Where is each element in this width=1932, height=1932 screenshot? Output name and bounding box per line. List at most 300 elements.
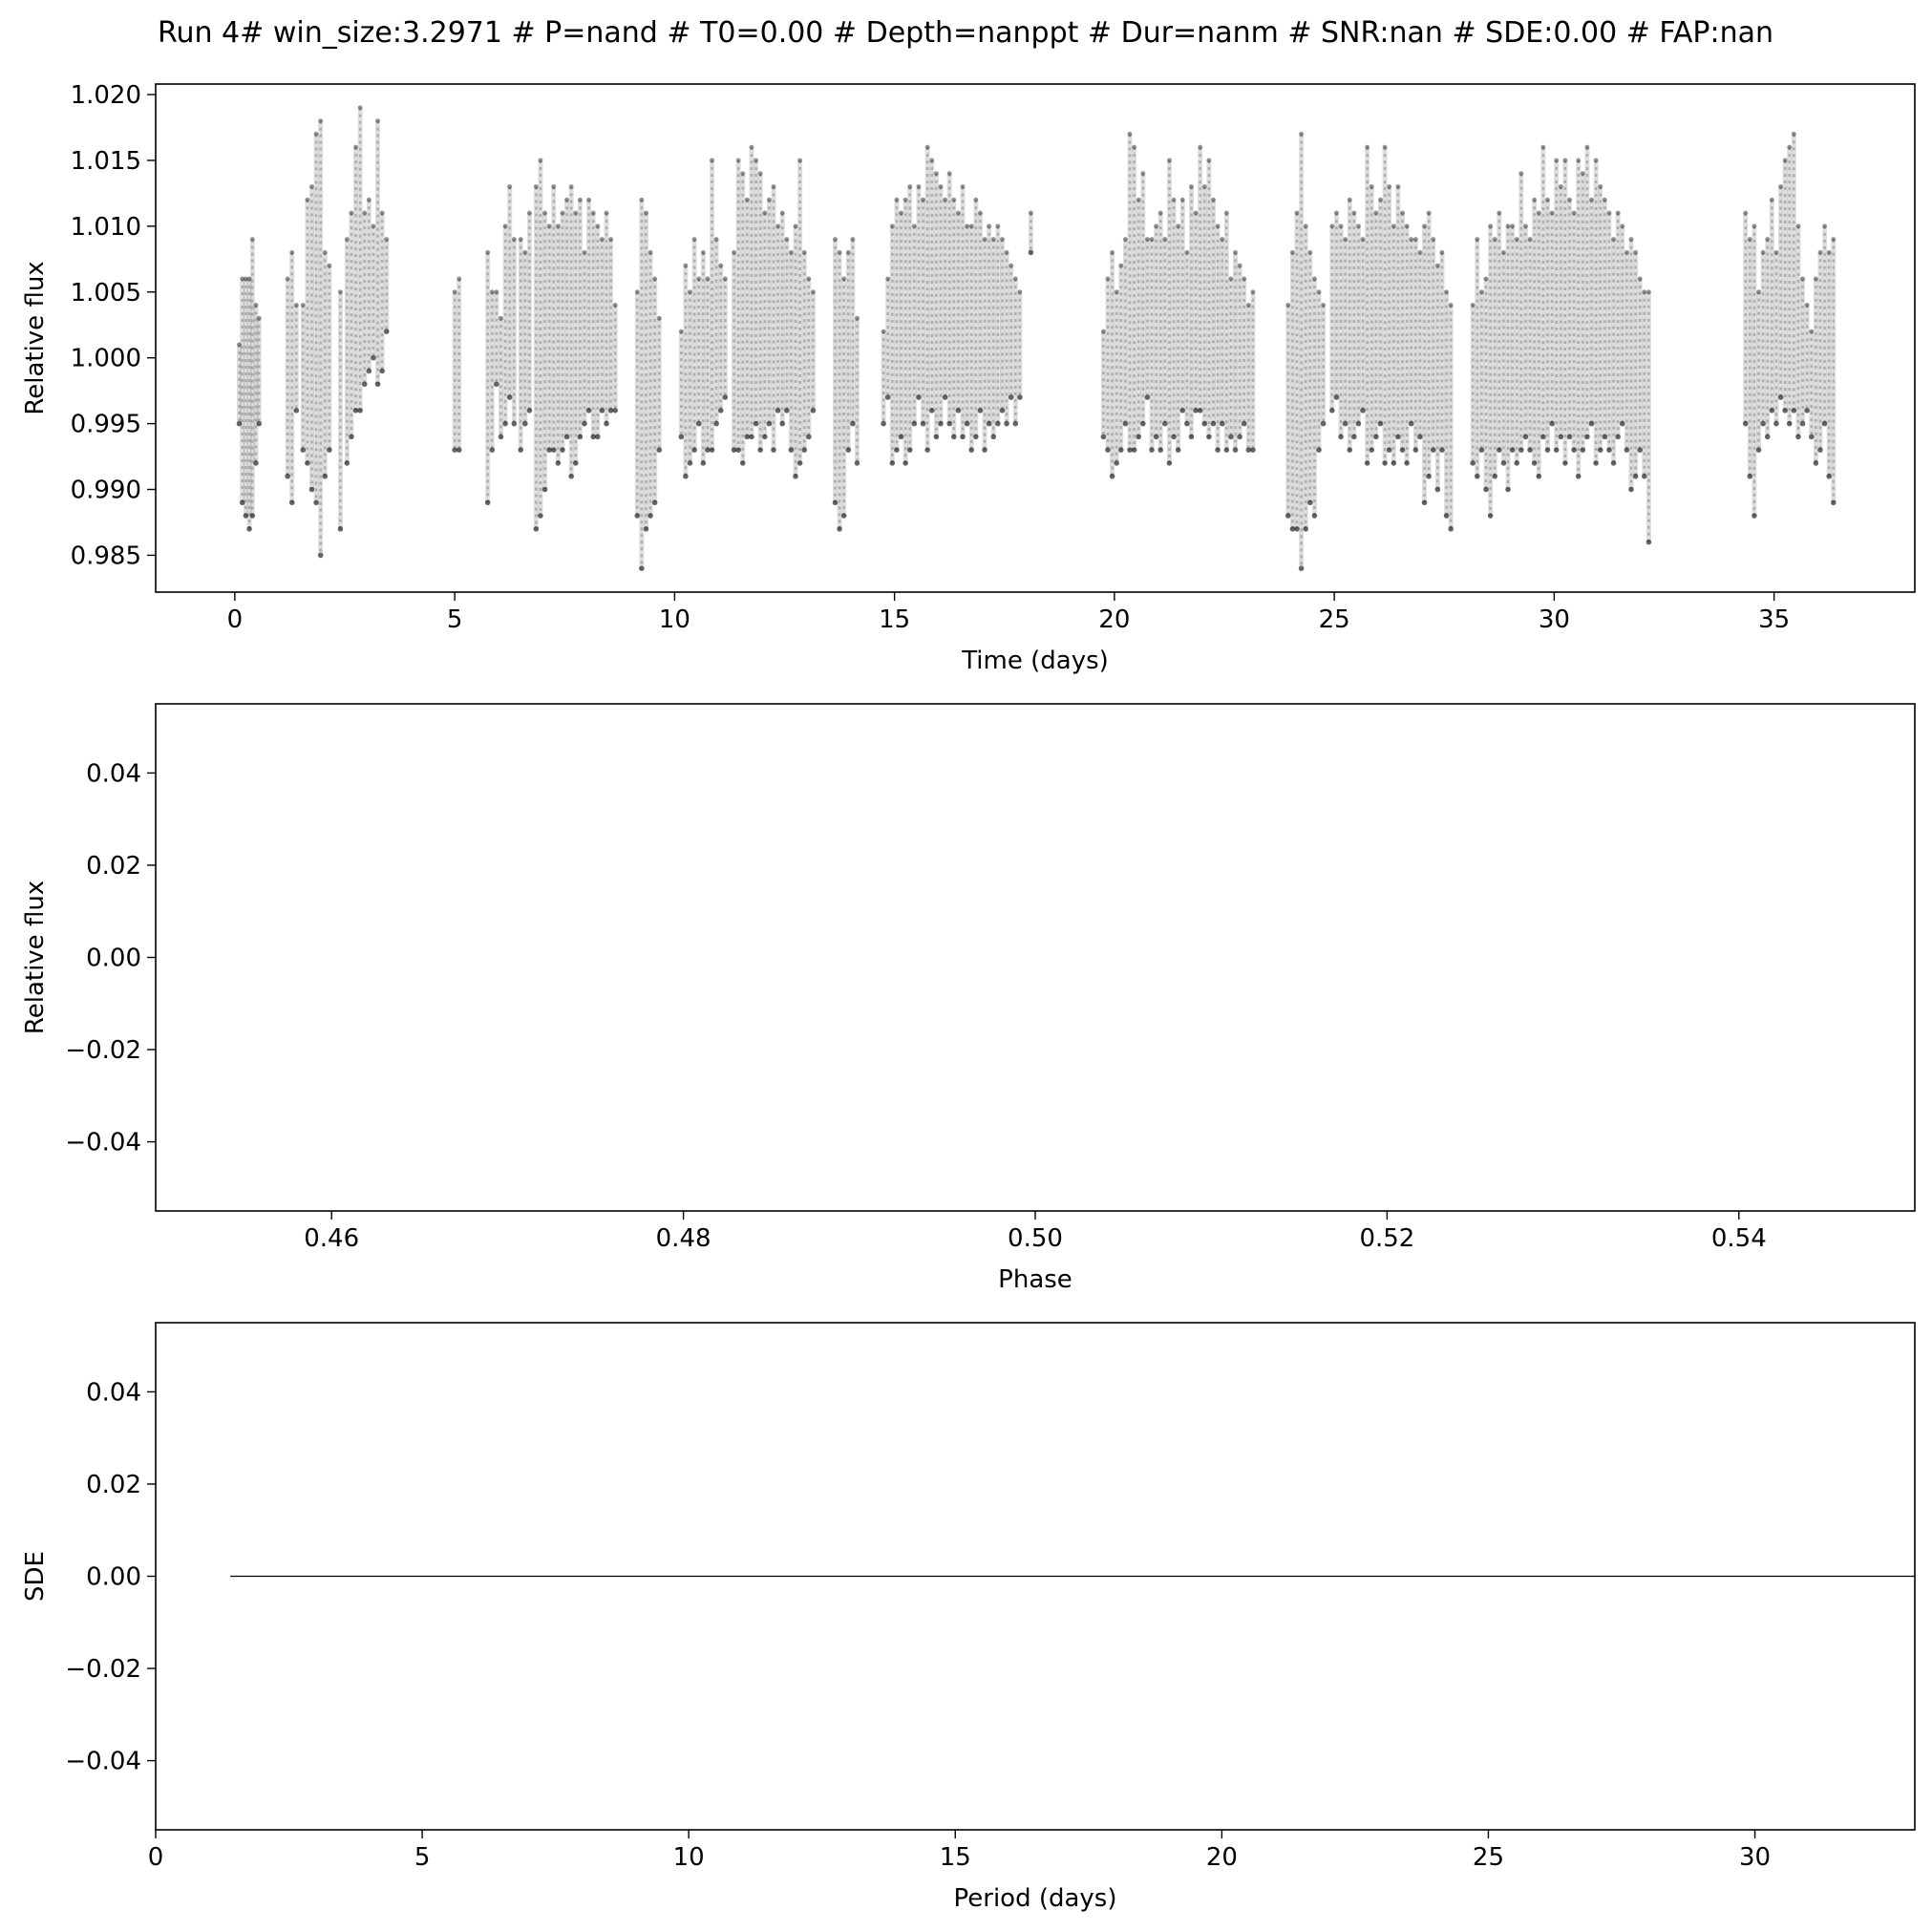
flux-point bbox=[1550, 211, 1555, 216]
flux-point bbox=[1510, 223, 1515, 228]
flux-point bbox=[1312, 513, 1318, 519]
flux-point bbox=[1642, 474, 1647, 479]
flux-point bbox=[912, 421, 918, 427]
flux-point bbox=[1638, 277, 1643, 282]
flux-point bbox=[956, 408, 962, 414]
flux-point bbox=[1101, 435, 1107, 440]
flux-point bbox=[1624, 250, 1629, 255]
y-tick-label: 1.000 bbox=[70, 344, 141, 373]
flux-point bbox=[917, 184, 922, 189]
flux-point bbox=[547, 223, 552, 228]
flux-point bbox=[1194, 211, 1199, 216]
flux-point bbox=[1348, 198, 1352, 202]
y-tick-label: 1.010 bbox=[70, 212, 141, 242]
flux-point bbox=[345, 460, 350, 466]
flux-point bbox=[1581, 171, 1585, 176]
x-tick-label: 15 bbox=[939, 1843, 971, 1872]
lightcurve-panel bbox=[21, 81, 1915, 675]
flux-point bbox=[850, 421, 856, 427]
flux-point bbox=[1770, 408, 1775, 414]
x-tick-label: 20 bbox=[1205, 1843, 1238, 1872]
flux-point bbox=[987, 421, 992, 427]
flux-point bbox=[1179, 408, 1185, 414]
flux-point bbox=[556, 223, 561, 228]
flux-point bbox=[384, 329, 390, 334]
flux-point bbox=[1760, 421, 1766, 427]
flux-point bbox=[522, 250, 527, 255]
flux-point bbox=[1540, 145, 1545, 150]
flux-point bbox=[1140, 171, 1145, 176]
flux-point bbox=[318, 118, 323, 123]
flux-point bbox=[754, 159, 758, 163]
flux-point bbox=[1136, 435, 1141, 440]
x-tick-label: 5 bbox=[446, 605, 463, 634]
flux-point bbox=[1795, 435, 1801, 440]
flux-point bbox=[542, 211, 547, 216]
flux-point bbox=[1598, 184, 1603, 189]
flux-point bbox=[929, 408, 935, 414]
flux-point bbox=[934, 435, 940, 440]
flux-point bbox=[300, 447, 306, 453]
periodogram-y-axis-label: SDE bbox=[21, 1551, 50, 1602]
flux-point bbox=[1514, 460, 1519, 466]
flux-point bbox=[793, 474, 798, 479]
flux-point bbox=[499, 316, 503, 321]
flux-point bbox=[1409, 237, 1413, 242]
flux-point bbox=[1114, 460, 1119, 466]
flux-point bbox=[1431, 237, 1435, 242]
flux-point bbox=[644, 526, 649, 532]
flux-point bbox=[456, 447, 462, 453]
flux-point bbox=[683, 474, 689, 479]
flux-point bbox=[1029, 211, 1033, 216]
flux-point bbox=[309, 184, 314, 189]
flux-point bbox=[841, 277, 846, 282]
flux-point bbox=[1303, 526, 1308, 532]
flux-point bbox=[1136, 198, 1141, 202]
flux-point bbox=[1567, 435, 1573, 440]
flux-point bbox=[1572, 211, 1577, 216]
flux-point bbox=[253, 460, 259, 466]
flux-point bbox=[1822, 421, 1828, 427]
x-tick-label: 0 bbox=[147, 1843, 164, 1872]
flux-point bbox=[1540, 435, 1546, 440]
periodogram-panel bbox=[21, 1323, 1915, 1913]
flux-point bbox=[1172, 198, 1177, 202]
flux-point bbox=[1391, 460, 1397, 466]
x-tick-label: 10 bbox=[672, 1843, 705, 1872]
flux-point bbox=[1369, 447, 1374, 453]
flux-point bbox=[1000, 408, 1006, 414]
flux-point bbox=[899, 435, 904, 440]
flux-point bbox=[767, 198, 772, 202]
flux-point bbox=[1189, 435, 1195, 440]
flux-point bbox=[309, 487, 315, 493]
flux-point bbox=[1118, 447, 1124, 453]
flux-point bbox=[1792, 132, 1796, 137]
flux-point bbox=[1435, 487, 1441, 493]
flux-point bbox=[1537, 211, 1541, 216]
flux-point bbox=[1013, 277, 1018, 282]
flux-point bbox=[1110, 250, 1115, 255]
flux-point bbox=[1528, 237, 1533, 242]
flux-point bbox=[358, 105, 363, 110]
flux-point bbox=[1603, 198, 1607, 202]
flux-point bbox=[1369, 184, 1374, 189]
flux-point bbox=[1606, 447, 1612, 453]
flux-point bbox=[1576, 474, 1582, 479]
flux-point bbox=[1646, 540, 1652, 545]
y-tick-label: −0.04 bbox=[65, 1128, 141, 1157]
flux-point bbox=[951, 435, 957, 440]
flux-point bbox=[1488, 513, 1494, 519]
flux-point bbox=[1004, 421, 1009, 427]
flux-point bbox=[1523, 435, 1529, 440]
flux-point bbox=[1360, 408, 1366, 414]
y-tick-label: −0.04 bbox=[65, 1747, 141, 1776]
x-tick-label: 0.54 bbox=[1710, 1224, 1767, 1253]
flux-point bbox=[1426, 474, 1432, 479]
flux-point bbox=[1351, 211, 1356, 216]
flux-point bbox=[1748, 237, 1752, 242]
flux-point bbox=[965, 223, 969, 228]
flux-point bbox=[1435, 264, 1440, 268]
flux-point bbox=[838, 250, 842, 255]
flux-point bbox=[1448, 526, 1454, 532]
flux-point bbox=[652, 277, 657, 282]
flux-point bbox=[1400, 211, 1405, 216]
flux-point bbox=[1294, 526, 1300, 532]
flux-point bbox=[806, 277, 811, 282]
flux-point bbox=[1154, 435, 1159, 440]
flux-point bbox=[881, 329, 886, 334]
flux-point bbox=[1202, 184, 1207, 189]
flux-point bbox=[294, 408, 300, 414]
flux-point bbox=[679, 329, 684, 334]
flux-point bbox=[1343, 421, 1348, 427]
flux-point bbox=[740, 460, 746, 466]
flux-point bbox=[1171, 435, 1177, 440]
flux-point bbox=[522, 421, 528, 427]
flux-point bbox=[762, 435, 768, 440]
flux-point bbox=[1518, 447, 1524, 453]
flux-point bbox=[1128, 132, 1133, 137]
flux-point bbox=[846, 250, 851, 255]
flux-point bbox=[345, 237, 350, 242]
flux-point bbox=[811, 408, 817, 414]
flux-point bbox=[294, 303, 299, 308]
flux-point bbox=[718, 408, 724, 414]
flux-point bbox=[1778, 394, 1784, 400]
flux-point bbox=[1123, 421, 1129, 427]
flux-point bbox=[1339, 223, 1344, 228]
flux-point bbox=[314, 132, 319, 137]
flux-point bbox=[801, 447, 807, 453]
flux-point bbox=[1615, 435, 1621, 440]
flux-point bbox=[1132, 447, 1137, 453]
flux-point bbox=[1545, 447, 1551, 453]
flux-point bbox=[1347, 447, 1352, 453]
flux-point bbox=[1321, 303, 1326, 308]
flux-point bbox=[1642, 289, 1646, 294]
y-tick-label: 0.985 bbox=[70, 541, 141, 571]
flux-point bbox=[1809, 435, 1815, 440]
flux-point bbox=[1576, 159, 1581, 163]
flux-point bbox=[1479, 289, 1484, 294]
flux-point bbox=[1497, 447, 1502, 453]
flux-point bbox=[1748, 474, 1753, 479]
flux-point bbox=[1822, 223, 1827, 228]
flux-point bbox=[1176, 223, 1180, 228]
y-tick-label: 0.00 bbox=[86, 1562, 141, 1592]
flux-point bbox=[257, 316, 262, 321]
flux-point bbox=[1299, 132, 1304, 137]
flux-point bbox=[688, 289, 692, 294]
x-tick-label: 25 bbox=[1472, 1843, 1505, 1872]
flux-point bbox=[780, 211, 785, 216]
y-tick-label: 0.00 bbox=[86, 944, 141, 973]
flux-point bbox=[1242, 421, 1247, 427]
flux-point bbox=[789, 447, 795, 453]
flux-point bbox=[946, 421, 952, 427]
flux-point bbox=[1800, 421, 1806, 427]
flux-point bbox=[1395, 435, 1401, 440]
y-tick-label: 1.005 bbox=[70, 278, 141, 308]
flux-point bbox=[916, 394, 922, 400]
flux-point bbox=[1492, 474, 1497, 479]
flux-point bbox=[1391, 223, 1396, 228]
flux-point bbox=[1206, 159, 1211, 163]
flux-point bbox=[1585, 145, 1590, 150]
flux-point bbox=[1158, 211, 1163, 216]
flux-point bbox=[564, 435, 570, 440]
flux-point bbox=[657, 316, 662, 321]
flux-point bbox=[885, 394, 891, 400]
flux-point bbox=[1224, 447, 1230, 453]
flux-point bbox=[995, 223, 1000, 228]
flux-point bbox=[561, 211, 565, 216]
flux-point bbox=[1594, 159, 1599, 163]
flux-point bbox=[1603, 435, 1608, 440]
flux-point bbox=[1317, 289, 1322, 294]
flux-point bbox=[1123, 237, 1128, 242]
flux-point bbox=[1796, 223, 1801, 228]
flux-point bbox=[902, 460, 908, 466]
flux-point bbox=[357, 408, 363, 414]
flux-point bbox=[349, 435, 354, 440]
flux-point bbox=[527, 408, 533, 414]
x-tick-label: 0 bbox=[226, 605, 244, 634]
flux-point bbox=[802, 250, 807, 255]
flux-point bbox=[1413, 237, 1418, 242]
flux-point bbox=[285, 474, 290, 479]
flux-point bbox=[903, 198, 908, 202]
flux-point bbox=[833, 237, 838, 242]
flux-point bbox=[1215, 447, 1221, 453]
x-tick-label: 30 bbox=[1538, 605, 1570, 634]
flux-point bbox=[1611, 237, 1616, 242]
x-tick-label: 0.48 bbox=[655, 1224, 711, 1253]
flux-point bbox=[1418, 250, 1423, 255]
flux-point bbox=[833, 499, 839, 505]
flux-point bbox=[499, 435, 504, 440]
flux-point bbox=[1792, 408, 1797, 414]
flux-point bbox=[732, 250, 736, 255]
flux-point bbox=[968, 447, 974, 453]
flux-point bbox=[983, 237, 987, 242]
flux-point bbox=[1400, 447, 1406, 453]
flux-point bbox=[1295, 211, 1300, 216]
flux-point bbox=[1440, 250, 1445, 255]
flux-point bbox=[1356, 421, 1362, 427]
x-tick-label: 15 bbox=[879, 605, 911, 634]
flux-point bbox=[1413, 447, 1419, 453]
flux-point bbox=[656, 447, 662, 453]
flux-point bbox=[1563, 159, 1568, 163]
flux-point bbox=[775, 223, 780, 228]
flux-point bbox=[313, 499, 319, 505]
flux-point bbox=[286, 277, 290, 282]
flux-point bbox=[1611, 460, 1617, 466]
flux-point bbox=[1506, 223, 1511, 228]
flux-point bbox=[1198, 408, 1203, 414]
flux-point bbox=[367, 369, 372, 374]
flux-point bbox=[1484, 277, 1489, 282]
flux-point bbox=[1567, 198, 1572, 202]
flux-point bbox=[696, 421, 702, 427]
flux-point bbox=[1149, 447, 1155, 453]
flux-point bbox=[1805, 303, 1810, 308]
flux-point bbox=[1422, 223, 1427, 228]
flux-point bbox=[845, 447, 851, 453]
flux-point bbox=[1312, 277, 1317, 282]
flux-point bbox=[1206, 435, 1212, 440]
flux-point bbox=[1470, 460, 1476, 466]
flux-point bbox=[1761, 250, 1766, 255]
flux-point bbox=[375, 381, 381, 387]
flux-point bbox=[1422, 499, 1428, 505]
flux-point bbox=[1238, 264, 1242, 268]
flux-point bbox=[371, 355, 376, 361]
flux-point bbox=[779, 421, 785, 427]
y-tick-label: 0.04 bbox=[86, 1378, 141, 1408]
flux-point bbox=[1431, 447, 1436, 453]
flux-point bbox=[1444, 513, 1450, 519]
flux-point bbox=[841, 513, 847, 519]
flux-point bbox=[907, 447, 913, 453]
flux-point bbox=[969, 223, 974, 228]
flux-point bbox=[1233, 250, 1238, 255]
flux-point bbox=[688, 460, 693, 466]
flux-point bbox=[1831, 499, 1836, 505]
flux-point bbox=[921, 421, 926, 427]
flux-point bbox=[634, 513, 640, 519]
flux-point bbox=[934, 171, 939, 176]
flux-point bbox=[1620, 421, 1625, 427]
flux-point bbox=[701, 460, 707, 466]
flux-point bbox=[362, 381, 368, 387]
flux-point bbox=[1101, 329, 1106, 334]
x-tick-label: 0.46 bbox=[304, 1224, 360, 1253]
flux-point bbox=[534, 184, 539, 189]
flux-point bbox=[925, 145, 930, 150]
flux-point bbox=[1549, 421, 1555, 427]
flux-point bbox=[1361, 237, 1366, 242]
flux-point bbox=[605, 211, 609, 216]
flux-point bbox=[1752, 513, 1757, 519]
flux-point bbox=[1220, 237, 1224, 242]
flux-point bbox=[757, 447, 763, 453]
flux-point bbox=[1536, 474, 1541, 479]
flux-point bbox=[1338, 435, 1344, 440]
flux-point bbox=[947, 171, 952, 176]
flux-point bbox=[1233, 447, 1239, 453]
flux-point bbox=[1167, 159, 1172, 163]
flux-point bbox=[706, 277, 711, 282]
flux-point bbox=[750, 145, 754, 150]
y-tick-label: 1.015 bbox=[70, 146, 141, 176]
flux-point bbox=[1558, 435, 1563, 440]
flux-point bbox=[1589, 421, 1595, 427]
flux-point bbox=[1145, 237, 1150, 242]
flux-point bbox=[1770, 198, 1774, 202]
flux-point bbox=[1765, 435, 1771, 440]
flux-point bbox=[1017, 394, 1023, 400]
flux-point bbox=[1157, 447, 1163, 453]
flux-point bbox=[375, 118, 380, 123]
flux-point bbox=[1554, 447, 1560, 453]
flux-point bbox=[1211, 421, 1217, 427]
flux-point bbox=[250, 513, 256, 519]
flux-point bbox=[503, 223, 508, 228]
flux-point bbox=[1493, 237, 1497, 242]
flux-point bbox=[578, 198, 583, 202]
flux-point bbox=[1545, 198, 1550, 202]
flux-point bbox=[1299, 565, 1305, 571]
flux-point bbox=[718, 264, 723, 268]
flux-point bbox=[1774, 250, 1779, 255]
flux-point bbox=[1307, 250, 1312, 255]
flux-point bbox=[960, 435, 966, 440]
flux-point bbox=[1316, 447, 1322, 453]
flux-point bbox=[323, 250, 328, 255]
flux-point bbox=[1000, 237, 1005, 242]
flux-point bbox=[534, 526, 540, 532]
flux-point bbox=[1162, 421, 1168, 427]
flux-point bbox=[1581, 447, 1586, 453]
flux-point bbox=[736, 159, 741, 163]
flux-point bbox=[745, 198, 750, 202]
flux-point bbox=[890, 460, 896, 466]
flux-point bbox=[735, 447, 741, 453]
flux-point bbox=[1743, 211, 1748, 216]
flux-point bbox=[1743, 421, 1749, 427]
flux-point bbox=[573, 460, 579, 466]
flux-point bbox=[885, 277, 890, 282]
flux-point bbox=[710, 447, 715, 453]
flux-point bbox=[1778, 184, 1783, 189]
flux-point bbox=[1008, 394, 1014, 400]
flux-point bbox=[379, 369, 385, 374]
flux-point bbox=[1589, 198, 1594, 202]
flux-point bbox=[613, 303, 618, 308]
flux-point bbox=[990, 435, 996, 440]
flux-point bbox=[639, 198, 644, 202]
flux-point bbox=[512, 237, 517, 242]
flux-point bbox=[1449, 303, 1454, 308]
flux-point bbox=[881, 421, 886, 427]
flux-point bbox=[1005, 250, 1009, 255]
